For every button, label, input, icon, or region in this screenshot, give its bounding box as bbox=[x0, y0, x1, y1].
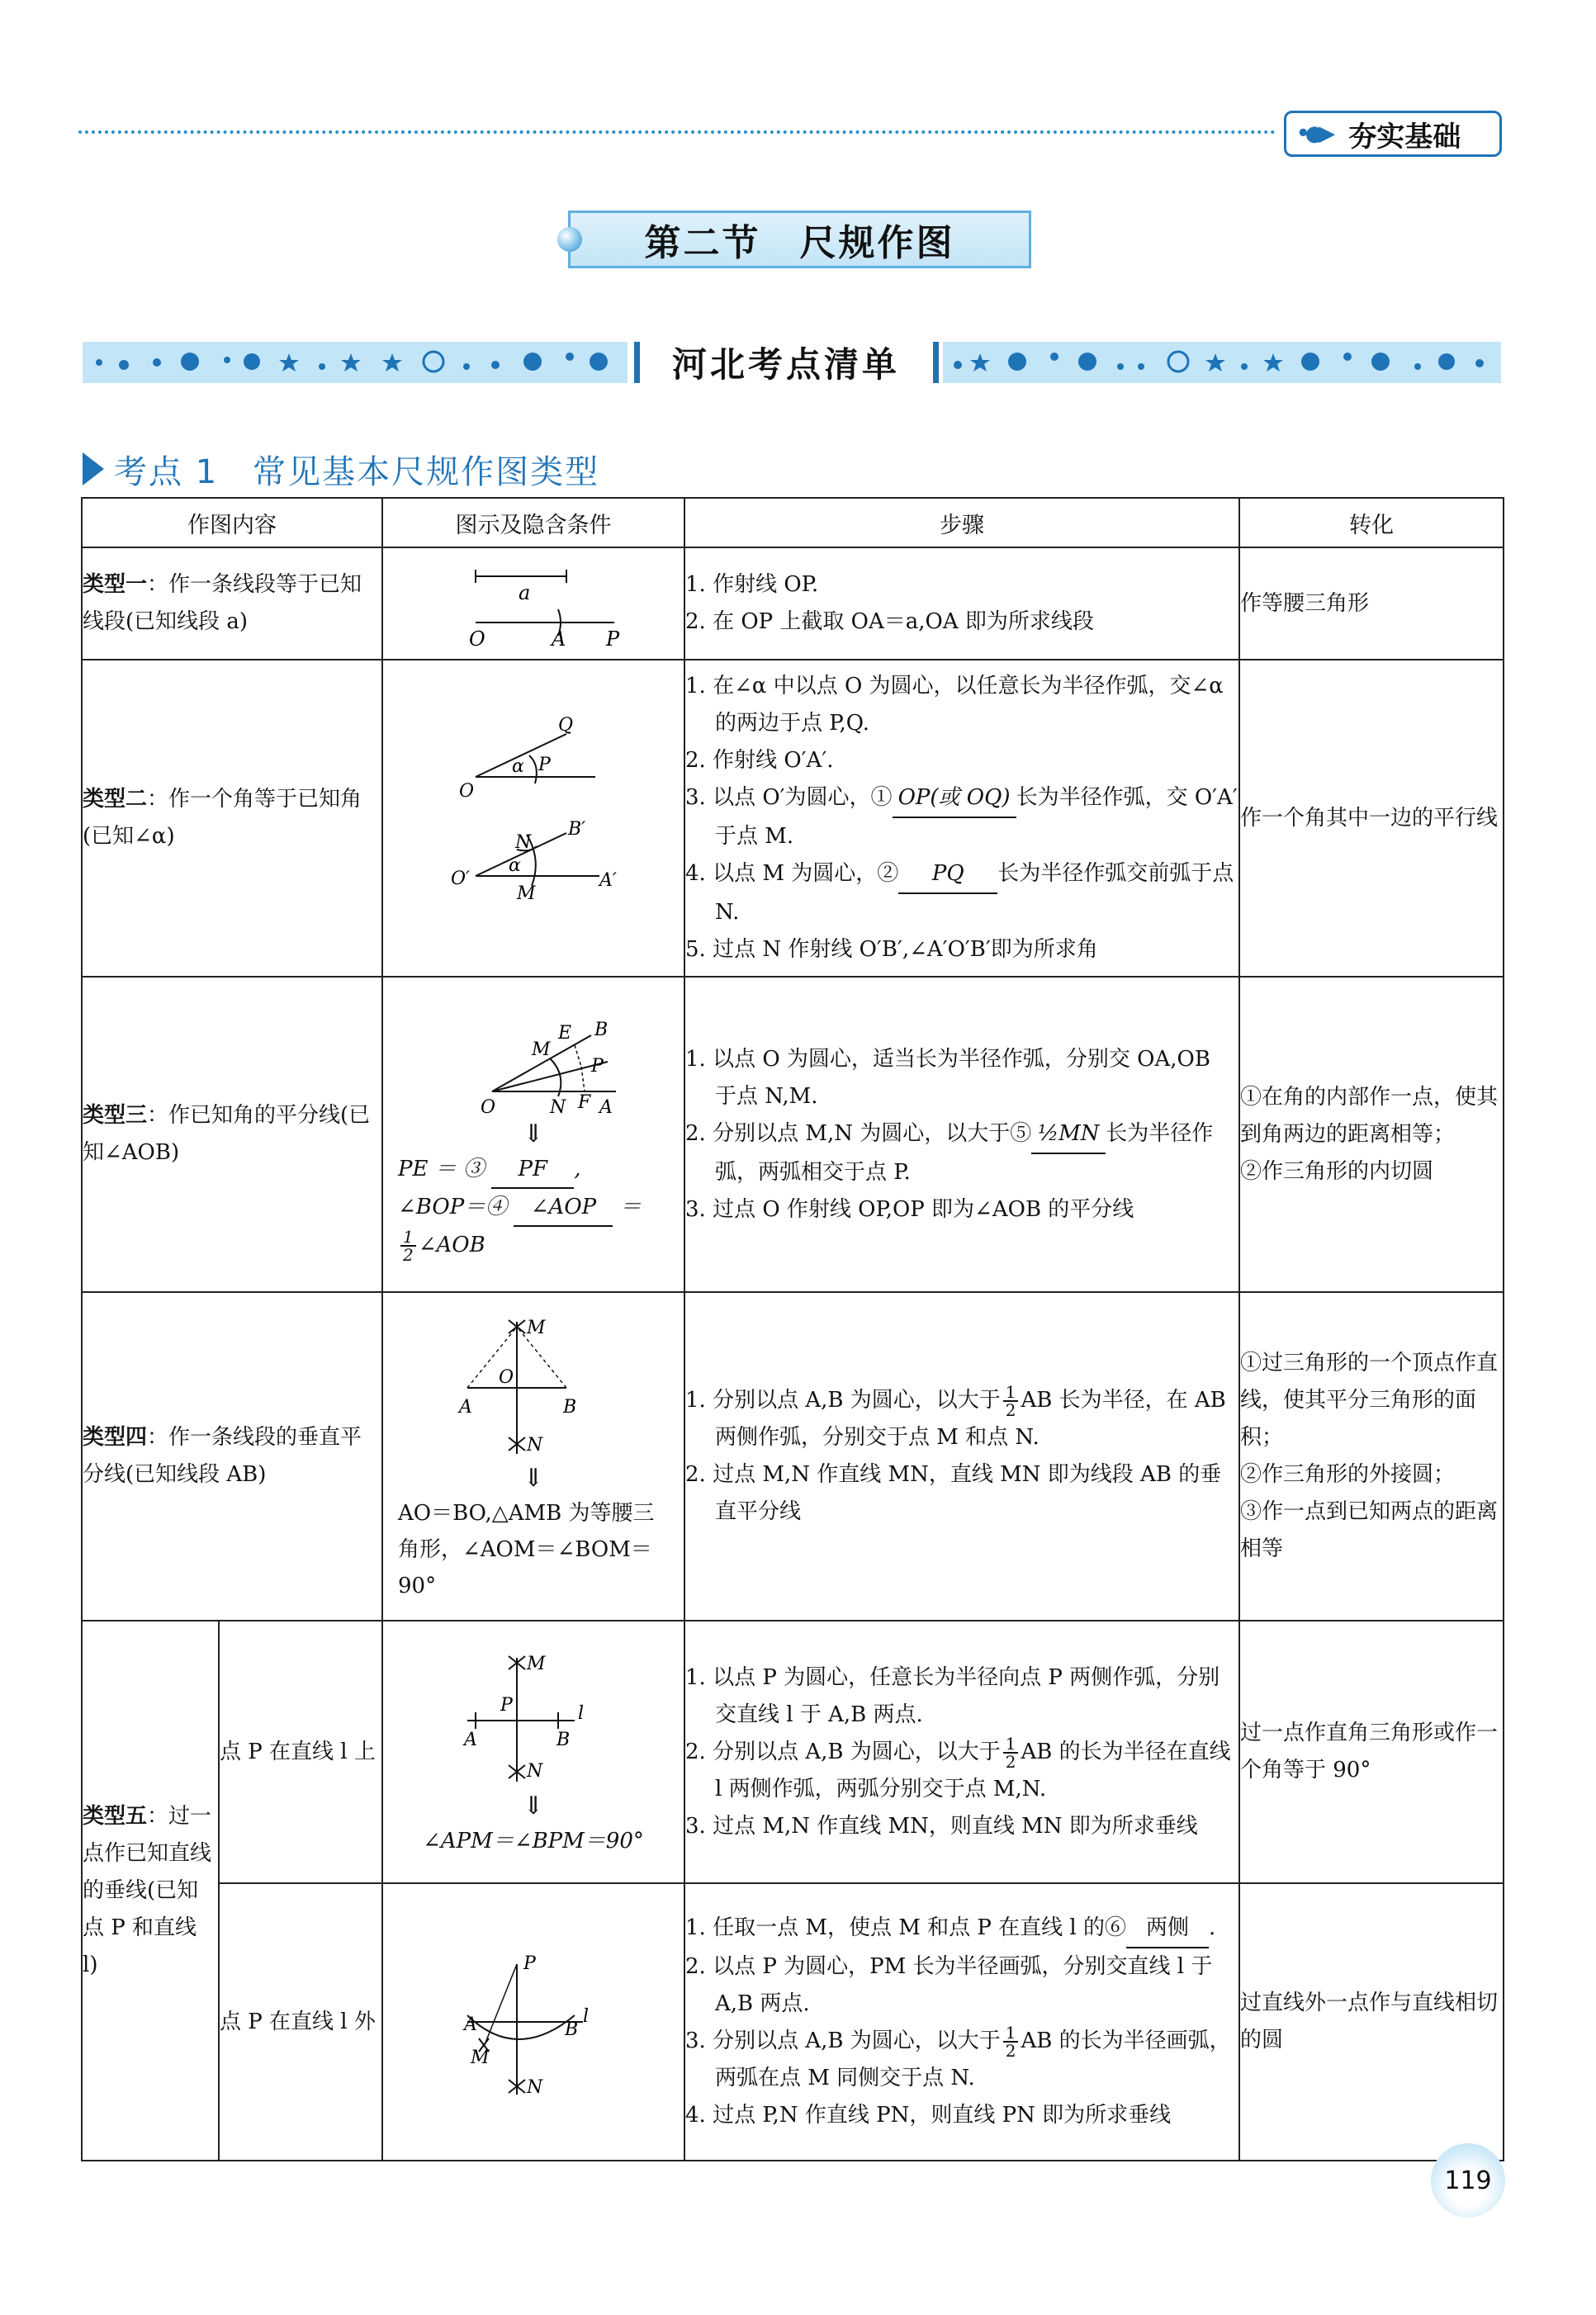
type2-step-5: 5. 过点 N 作射线 O′B′,∠A′O′B′即为所求角 bbox=[685, 937, 1098, 962]
type5b-step-1-pre: 1. 任取一点 M，使点 M 和点 P 在直线 l 的⑥ bbox=[685, 1915, 1126, 1940]
frac-num: 1 bbox=[400, 1229, 416, 1247]
type2-steps bbox=[684, 660, 1239, 977]
band-left bbox=[83, 342, 628, 383]
fig3-label-P: P bbox=[591, 1056, 604, 1077]
table-header-row bbox=[82, 498, 1504, 547]
table-row-type1 bbox=[82, 547, 1504, 660]
type5-label: 类型五 bbox=[83, 1803, 148, 1829]
type1-step-2: 2. 在 OP 上截取 OA＝a,OA 即为所求线段 bbox=[685, 609, 1094, 634]
type1-content bbox=[82, 547, 382, 660]
down-arrow-icon: ⇓ bbox=[523, 1120, 544, 1148]
type3-figure bbox=[382, 977, 684, 1292]
type3-steps bbox=[684, 977, 1239, 1292]
type1-steps bbox=[684, 547, 1239, 660]
type2-convert: 作一个角其中一边的平行线 bbox=[1239, 660, 1504, 977]
type1-figure bbox=[382, 547, 684, 660]
type3-convert-1: ①在角的内部作一点，使其到角两边的距离相等； bbox=[1240, 1084, 1499, 1147]
star-dot-pattern-icon bbox=[943, 342, 1501, 383]
type5a-steps bbox=[684, 1621, 1239, 1883]
fig2-label-O: O bbox=[459, 781, 475, 802]
fig3-label-O: O bbox=[481, 1097, 496, 1118]
fig4-label-O: O bbox=[499, 1367, 514, 1388]
fig3-label-E: E bbox=[558, 1023, 572, 1044]
type5b-step-2: 2. 以点 P 为圆心，PM 长为半径画弧，分别交直线 l 于 A,B 两点. bbox=[685, 1954, 1213, 2016]
type4-convert-2: ②作三角形的外接圆； bbox=[1240, 1462, 1456, 1487]
subsection-title: 考点 1 常见基本尺规作图类型 bbox=[114, 452, 600, 491]
band-title: 河北考点清单 bbox=[671, 344, 900, 385]
fig2-label-P: P bbox=[538, 755, 551, 775]
blank-2: PQ bbox=[898, 855, 997, 894]
type4-steps bbox=[684, 1292, 1239, 1621]
type3-step-2-post: 长为半径作弧，两弧相交于点 P. bbox=[715, 1120, 1214, 1185]
blank-4: ∠AOP bbox=[514, 1189, 613, 1227]
fig5a-label-B: B bbox=[556, 1730, 571, 1750]
type2-figure bbox=[382, 660, 684, 977]
fig1-label-O: O bbox=[469, 627, 485, 649]
fig5b-label-B: B bbox=[565, 2019, 579, 2040]
subsection-heading bbox=[83, 444, 599, 494]
down-arrow-icon: ⇓ bbox=[523, 1792, 544, 1820]
down-arrow-icon: ⇓ bbox=[523, 1464, 544, 1493]
type5b-step-4: 4. 过点 P,N 作直线 PN，则直线 PN 即为所求垂线 bbox=[685, 2103, 1172, 2128]
type5b-convert: 过直线外一点作与直线相切的圆 bbox=[1239, 1883, 1504, 2161]
fig2-label-alpha2: α bbox=[509, 855, 521, 876]
frac-den: 2 bbox=[403, 1245, 414, 1265]
type2-step-3 bbox=[685, 779, 1238, 855]
type5a-condition: 点 P 在直线 l 上 bbox=[219, 1621, 382, 1883]
bubble-icon bbox=[557, 227, 582, 252]
header-content: 作图内容 bbox=[82, 498, 382, 547]
type4-figure bbox=[382, 1292, 684, 1621]
type4-convert-3: ③作一点到已知两点的距离相等 bbox=[1240, 1499, 1499, 1561]
type2-step-3-pre: 3. 以点 O′为圆心，① bbox=[685, 785, 893, 810]
type3-desc: ：作已知角的平分线(已知∠AOB) bbox=[83, 1103, 371, 1165]
frac-num: 1 bbox=[1003, 1384, 1019, 1402]
half-fraction bbox=[1003, 1735, 1019, 1770]
type1-label: 类型一 bbox=[83, 572, 148, 597]
blank-3: PF bbox=[491, 1151, 574, 1189]
half-fraction bbox=[1003, 1384, 1019, 1418]
type5a-figure bbox=[382, 1621, 684, 1883]
type2-desc: ：作一个角等于已知角(已知∠α) bbox=[83, 787, 362, 849]
type4-desc: ：作一条线段的垂直平分线(已知线段 AB) bbox=[83, 1425, 362, 1487]
fig4-label-M: M bbox=[527, 1318, 546, 1338]
fig3-label-N: N bbox=[550, 1097, 566, 1118]
frac-den: 2 bbox=[1005, 1751, 1016, 1772]
fig5a-label-P: P bbox=[500, 1695, 513, 1716]
section-badge bbox=[1284, 111, 1502, 157]
section-title: 第二节 尺规作图 bbox=[644, 222, 955, 264]
fig2-label-B1: B′ bbox=[568, 819, 586, 840]
fig1-label-a: a bbox=[519, 581, 531, 604]
fig2-label-O1: O′ bbox=[451, 869, 471, 889]
type2-content bbox=[82, 660, 382, 977]
fig1-label-P: P bbox=[606, 627, 620, 649]
blank-1: OP(或 OQ) bbox=[893, 779, 1016, 818]
fig5a-label-l: l bbox=[578, 1703, 585, 1724]
type5a-step-2-post: AB 的长为半径在直线 l 两侧作弧，两弧分别交于点 M,N. bbox=[715, 1739, 1231, 1801]
type2-step-3-post: 长为半径作弧，交 O′A′于点 M. bbox=[715, 785, 1238, 849]
type3-step-1: 1. 以点 O 为圆心，适当长为半径作弧，分别交 OA,OB 于点 N,M. bbox=[685, 1046, 1210, 1109]
fig2-label-Q: Q bbox=[558, 715, 574, 736]
type4-convert-1: ①过三角形的一个顶点作直线，使其平分三角形的面积； bbox=[1240, 1351, 1499, 1450]
fig2-label-A1: A′ bbox=[599, 870, 617, 891]
type4-fig-text: AO＝BO,△AMB 为等腰三角形，∠AOM＝∠BOM＝90° bbox=[398, 1501, 655, 1598]
type5-content bbox=[82, 1621, 219, 2161]
header-convert: 转化 bbox=[1239, 498, 1504, 547]
table-row-type4 bbox=[82, 1292, 1504, 1621]
type5b-step-1-post: . bbox=[1208, 1915, 1216, 1940]
type4-step-2: 2. 过点 M,N 作直线 MN，直线 MN 即为线段 AB 的垂直平分线 bbox=[685, 1462, 1222, 1524]
construction-table bbox=[81, 497, 1504, 2161]
fig5a-label-N: N bbox=[527, 1761, 543, 1782]
type5a-step-1: 1. 以点 P 为圆心，任意长为半径向点 P 两侧作弧，分别交直线 l 于 A,B 两点. bbox=[685, 1664, 1220, 1727]
type3-fig-text: PE ＝ ③ PF , ∠BOP＝④ ∠AOP ＝ $\frac{1}{2}$ ∠AOB bbox=[383, 1151, 684, 1263]
type5b-figure bbox=[382, 1883, 684, 2161]
type4-label: 类型四 bbox=[83, 1425, 148, 1450]
type3-step-2-pre: 2. 分别以点 M,N 为圆心，以大于⑤ bbox=[685, 1120, 1032, 1146]
type5a-step-2-pre: 2. 分别以点 A,B 为圆心，以大于 bbox=[685, 1739, 1001, 1764]
type3-fig-l3-post: ∠AOB bbox=[418, 1233, 485, 1257]
fig5a-label-A: A bbox=[464, 1730, 477, 1750]
frac-den: 2 bbox=[1005, 1400, 1016, 1420]
fig5b-label-l: l bbox=[583, 2006, 590, 2027]
frac-den: 2 bbox=[1005, 2041, 1016, 2061]
frac-num: 1 bbox=[1003, 1735, 1019, 1754]
table-row-type5b bbox=[82, 1883, 1504, 2161]
type4-step-1-pre: 1. 分别以点 A,B 为圆心，以大于 bbox=[685, 1388, 1001, 1413]
table-row-type2 bbox=[82, 660, 1504, 977]
fig5b-label-N: N bbox=[527, 2077, 543, 2098]
type4-step-1-post: AB 长为半径，在 AB 两侧作弧，分别交于点 M 和点 N. bbox=[715, 1388, 1226, 1450]
type4-convert bbox=[1239, 1292, 1504, 1621]
type5b-step-3-post: AB 的长为半径画弧，两弧在点 M 同侧交于点 N. bbox=[715, 2029, 1231, 2090]
play-triangle-icon bbox=[83, 452, 104, 485]
type1-desc: ：作一条线段等于已知线段(已知线段 a) bbox=[83, 572, 362, 634]
type5a-fig-text: ∠APM＝∠BPM＝90° bbox=[423, 1829, 644, 1853]
type5-desc: ：过一点作已知直线的垂线(已知点 P 和直线 l) bbox=[83, 1803, 212, 1977]
fig2-label-M: M bbox=[517, 883, 536, 904]
half-fraction bbox=[1003, 2024, 1019, 2059]
half-fraction bbox=[400, 1229, 416, 1263]
type5b-steps bbox=[684, 1883, 1239, 2161]
page-number: 119 bbox=[1431, 2143, 1505, 2218]
type5a-step-3: 3. 过点 M,N 作直线 MN，则直线 MN 即为所求垂线 bbox=[685, 1813, 1198, 1839]
type1-step-1: 1. 作射线 OP. bbox=[685, 572, 819, 597]
table-row-type5a bbox=[82, 1621, 1504, 1883]
type3-convert bbox=[1239, 977, 1504, 1292]
type3-step-3: 3. 过点 O 作射线 OP,OP 即为∠AOB 的平分线 bbox=[685, 1196, 1134, 1222]
type3-fig-l1-pre: PE ＝ ③ bbox=[398, 1157, 485, 1181]
blank-6: 两侧 bbox=[1126, 1910, 1209, 1948]
type3-content bbox=[82, 977, 382, 1292]
fig5b-label-A: A bbox=[464, 2014, 477, 2035]
fig3-label-B: B bbox=[594, 1020, 609, 1040]
type3-fig-l2-pre: ∠BOP＝④ bbox=[398, 1195, 508, 1219]
fig2-label-alpha: α bbox=[512, 756, 524, 777]
fig5b-label-P: P bbox=[523, 1953, 536, 1974]
type1-convert: 作等腰三角形 bbox=[1239, 547, 1504, 660]
fig4-label-N: N bbox=[527, 1435, 543, 1456]
type2-step-4 bbox=[685, 855, 1238, 931]
fig5b-label-M: M bbox=[471, 2048, 490, 2068]
type2-step-4-pre: 4. 以点 M 为圆心，② bbox=[685, 861, 899, 886]
frac-num: 1 bbox=[1003, 2024, 1019, 2043]
fig3-label-M: M bbox=[532, 1039, 551, 1060]
type5b-step-3-pre: 3. 分别以点 A,B 为圆心，以大于 bbox=[685, 2029, 1001, 2053]
band-right bbox=[943, 342, 1501, 383]
star-dot-pattern-icon bbox=[83, 342, 628, 383]
fig4-label-A: A bbox=[459, 1397, 472, 1418]
fig4-label-B: B bbox=[563, 1397, 577, 1418]
table-row-type3 bbox=[82, 977, 1504, 1292]
double-chevron-icon: •●▶ bbox=[1296, 121, 1331, 146]
type3-convert-2: ②作三角形的内切圆 bbox=[1240, 1158, 1434, 1184]
fig5a-label-M: M bbox=[527, 1654, 546, 1674]
fig3-label-F: F bbox=[578, 1092, 591, 1113]
type5b-condition: 点 P 在直线 l 外 bbox=[219, 1883, 382, 2161]
type2-step-1: 1. 在∠α 中以点 O 为圆心，以任意长为半径作弧，交∠α 的两边于点 P,Q. bbox=[685, 674, 1224, 736]
header-dotted-rule bbox=[78, 130, 1276, 134]
type3-fig-l2-post: ＝ bbox=[619, 1195, 642, 1219]
type2-step-4-post: 长为半径作弧交前弧于点 N. bbox=[715, 861, 1234, 925]
type3-label: 类型三 bbox=[83, 1103, 148, 1128]
type4-content bbox=[82, 1292, 382, 1621]
section-title-box bbox=[568, 211, 1031, 268]
header-figure: 图示及隐含条件 bbox=[382, 498, 684, 547]
blank-5: ½MN bbox=[1031, 1115, 1106, 1154]
band-divider-right bbox=[933, 342, 939, 383]
fig1-label-A: A bbox=[552, 627, 566, 649]
type5a-convert: 过一点作直角三角形或作一个角等于 90° bbox=[1239, 1621, 1504, 1883]
badge-label: 夯实基础 bbox=[1348, 120, 1461, 154]
type2-step-2: 2. 作射线 O′A′. bbox=[685, 748, 834, 773]
header-steps: 步骤 bbox=[684, 498, 1239, 547]
type2-label: 类型二 bbox=[83, 787, 148, 812]
fig3-label-A: A bbox=[599, 1097, 613, 1118]
fig2-label-N: N bbox=[515, 832, 532, 853]
